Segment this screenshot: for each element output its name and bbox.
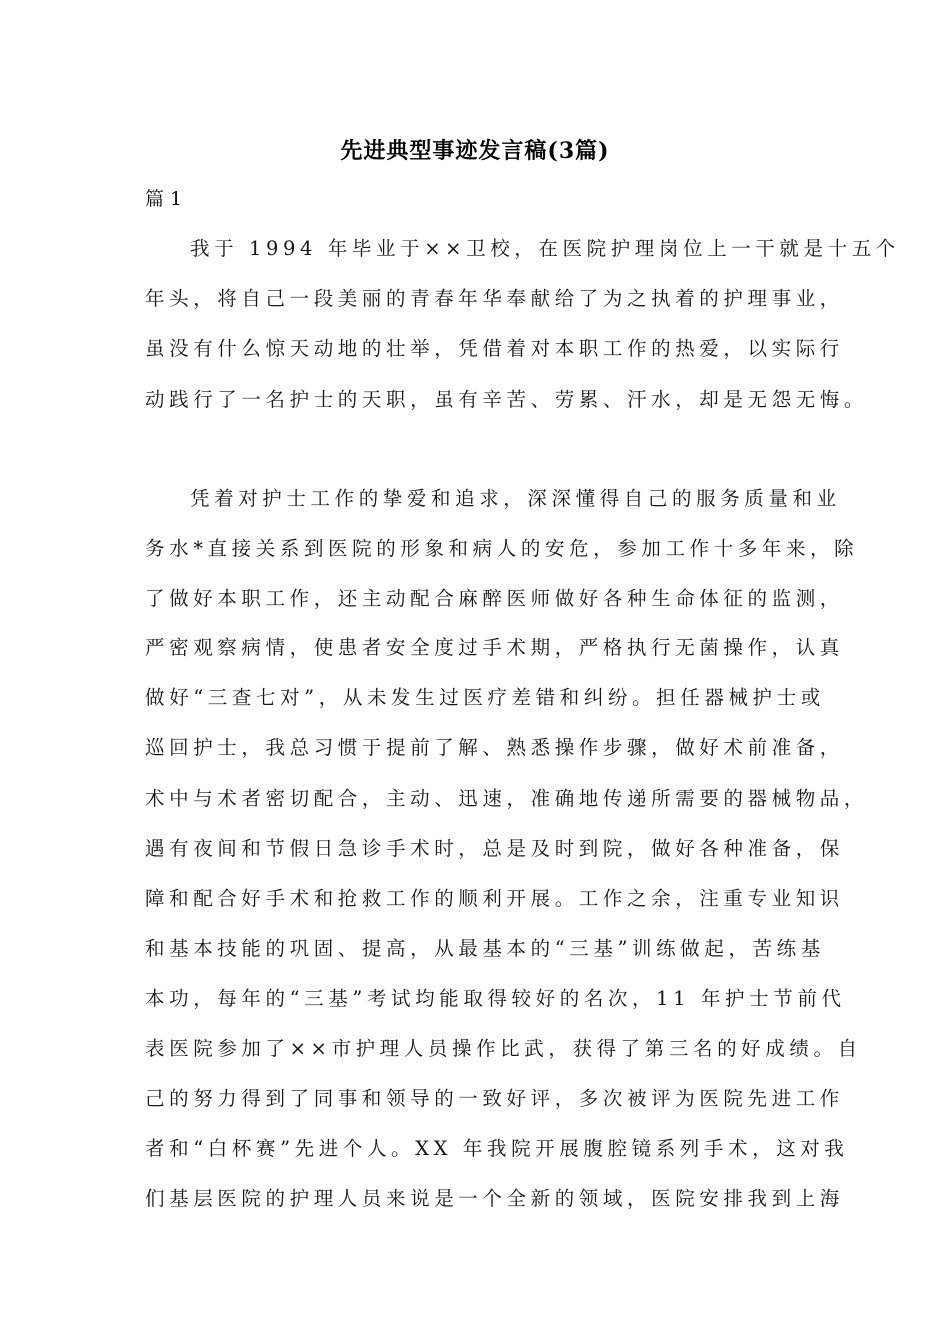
text-line: 务水*直接关系到医院的形象和病人的安危，参加工作十多年来，除 <box>145 537 859 560</box>
text-line: 表医院参加了××市护理人员操作比武，获得了第三名的好成绩。自 <box>145 1037 862 1060</box>
text-line: 虽没有什么惊天动地的壮举，凭借着对本职工作的热爱，以实际行 <box>145 337 844 360</box>
text-line: 本功，每年的“三基”考试均能取得较好的名次，11 年护士节前代 <box>145 987 846 1010</box>
text-line: 凭着对护士工作的挚爱和追求，深深懂得自己的服务质量和业 <box>190 487 841 510</box>
text-line: 年头，将自己一段美丽的青春年华奉献给了为之执着的护理事业， <box>145 287 844 310</box>
text-line: 严密观察病情，使患者安全度过手术期，严格执行无菌操作，认真 <box>145 636 844 659</box>
text-line: 巡回护士，我总习惯于提前了解、熟悉操作步骤，做好术前准备， <box>145 736 844 759</box>
section-label: 篇 1 <box>145 188 183 210</box>
text-line: 动践行了一名护士的天职，虽有辛苦、劳累、汗水，却是无怨无悔。 <box>145 388 869 411</box>
document-title: 先进典型事迹发言稿(3篇) <box>340 138 610 164</box>
text-line: 和基本技能的巩固、提高，从最基本的“三基”训练做起，苦练基 <box>145 937 825 960</box>
text-line: 者和“白杯赛”先进个人。XX 年我院开展腹腔镜系列手术，这对我 <box>145 1137 849 1160</box>
text-line: 们基层医院的护理人员来说是一个全新的领域，医院安排我到上海 <box>145 1187 844 1210</box>
text-line: 术中与术者密切配合，主动、迅速，准确地传递所需要的器械物品， <box>145 787 869 810</box>
text-line: 遇有夜间和节假日急诊手术时，总是及时到院，做好各种准备，保 <box>145 837 844 860</box>
text-line: 了做好本职工作，还主动配合麻醉医师做好各种生命体征的监测， <box>145 587 844 610</box>
text-line: 做好“三查七对”，从未发生过医疗差错和纠纷。担任器械护士或 <box>145 686 825 709</box>
text-line: 我于 1994 年毕业于××卫校，在医院护理岗位上一干就是十五个 <box>190 237 900 260</box>
text-line: 障和配合好手术和抢救工作的顺利开展。工作之余，注重专业知识 <box>145 887 844 910</box>
text-line: 己的努力得到了同事和领导的一致好评，多次被评为医院先进工作 <box>145 1087 844 1110</box>
